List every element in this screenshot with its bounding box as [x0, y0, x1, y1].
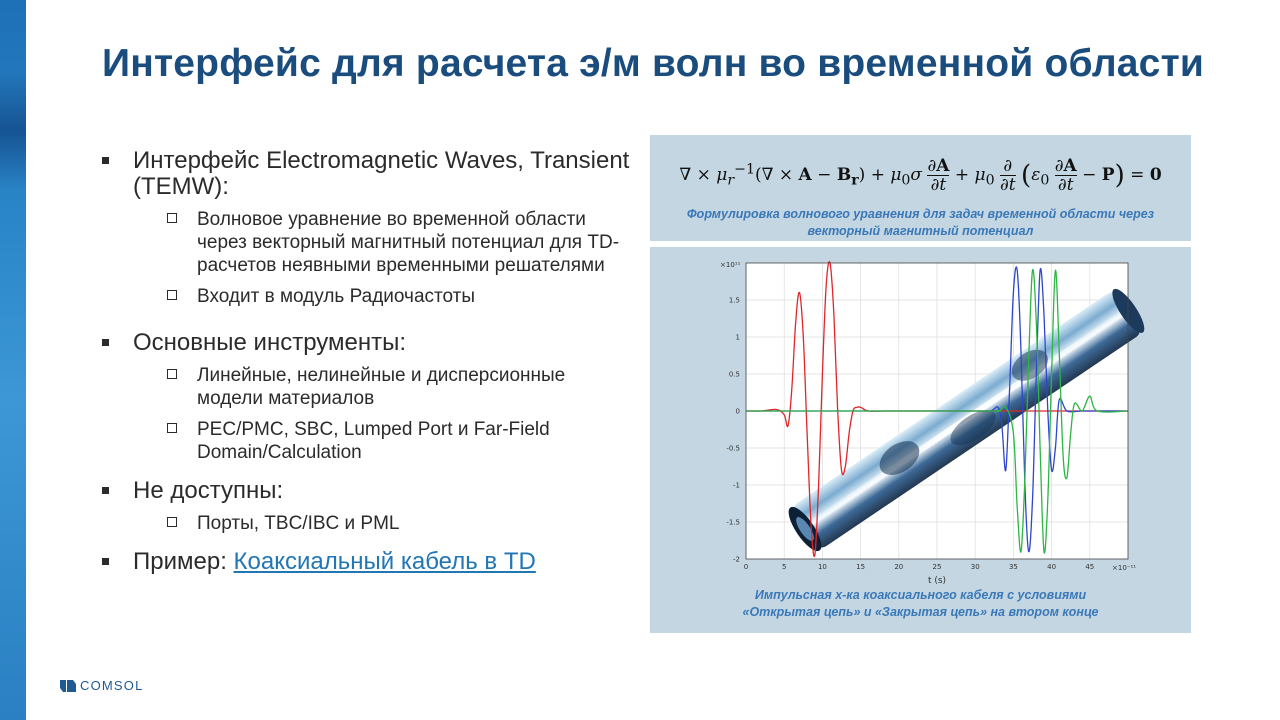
y-multiplier-label: ×10¹¹ [720, 261, 741, 269]
plot-panel [650, 247, 1191, 633]
equation-caption [650, 206, 1191, 240]
x-tick-label: 30 [970, 563, 980, 571]
square-bullet-icon [102, 558, 109, 565]
bullet-unavailable-text: Не доступны: [133, 477, 284, 504]
x-tick-label: 15 [856, 563, 866, 571]
bullet-example-prefix: Пример: [133, 548, 234, 575]
comsol-logo-text: COMSOL [80, 678, 144, 693]
equation-caption-line1: Формулировка волнового уравнения для задач временной области через [686, 207, 1155, 221]
bullet-temw [100, 148, 630, 200]
checkbox-bullet-icon [167, 517, 177, 527]
checkbox-bullet-icon [167, 213, 177, 223]
sub-bullet [100, 285, 630, 308]
y-tick-label: -2 [733, 555, 740, 564]
square-bullet-icon [102, 157, 109, 164]
sub-bullet [100, 512, 630, 535]
comsol-logo [60, 678, 144, 693]
comsol-logo-icon [60, 680, 76, 692]
x-tick-label: 0 [743, 563, 749, 571]
plot-caption-line1: Импульсная х-ка коаксиального кабеля с условиями [754, 588, 1087, 602]
x-tick-label: 35 [1008, 563, 1018, 571]
bullet-temw-text: Интерфейс Electromagnetic Waves, Transient (TEMW): [133, 147, 630, 200]
sub-bullet-text: Линейные, нелинейные и дисперсионные модели материалов [197, 365, 566, 409]
x-tick-label: 25 [932, 563, 942, 571]
x-multiplier-label: ×10⁻¹¹ [1112, 564, 1137, 572]
left-accent-shade [0, 70, 26, 190]
x-tick-label: 40 [1047, 563, 1057, 571]
checkbox-bullet-icon [167, 369, 177, 379]
square-bullet-icon [102, 339, 109, 346]
y-tick-label: -0.5 [726, 444, 740, 453]
sub-bullet-text: Порты, TBC/IBC и PML [197, 513, 400, 534]
square-bullet-icon [102, 487, 109, 494]
plot-caption-line2: «Открытая цепь» и «Закрытая цепь» на втором конце [742, 605, 1099, 619]
sub-bullet-text: PEC/PMC, SBC, Lumped Port и Far-Field Domain/Calculation [197, 419, 550, 463]
plot-caption [650, 587, 1191, 621]
x-axis-label: t (s) [927, 576, 947, 586]
y-tick-label: 0.5 [728, 370, 740, 379]
bullet-tools-text: Основные инструменты: [133, 329, 407, 356]
equation-caption-line2: векторный магнитный потенциал [807, 224, 1034, 238]
equation-panel [650, 135, 1191, 241]
bullet-list [100, 148, 630, 575]
checkbox-bullet-icon [167, 423, 177, 433]
bullet-unavailable [100, 478, 630, 504]
checkbox-bullet-icon [167, 290, 177, 300]
bullet-example [100, 549, 630, 575]
coax-impulse-plot [650, 247, 1191, 633]
slide-title: Интерфейс для расчета э/м волн во временной области [102, 42, 1205, 85]
coax-cable-example-link[interactable]: Коаксиальный кабель в TD [233, 548, 536, 575]
y-tick-label: -1.5 [726, 518, 740, 527]
x-tick-label: 10 [817, 563, 827, 571]
x-tick-label: 45 [1085, 563, 1095, 571]
sub-bullet-text: Входит в модуль Радиочастоты [197, 286, 476, 307]
x-tick-label: 20 [894, 563, 904, 571]
y-tick-label: 1.5 [728, 296, 740, 305]
sub-bullet-text: Волновое уравнение во временной области через векторный магнитный потенциал для TD-расчетов неявными временными решателями [197, 209, 620, 276]
sub-bullet [100, 364, 630, 410]
bullet-tools [100, 330, 630, 356]
wave-equation: ∇ × $\mu_r^{-1}(\nabla \times A - B_r) + \mu_0\sigma$ $\frac{\partial A}{\partial t}$ + $\mu_0$ ∂ ∂t ($\varepsilon_0$ $\frac{\partial A}{\partial t}$ − P) = 0 [679, 156, 1162, 195]
sub-bullet [100, 418, 630, 464]
sub-bullet [100, 208, 630, 277]
y-tick-label: 1 [735, 333, 740, 342]
y-tick-label: 0 [735, 407, 740, 416]
y-tick-label: -1 [733, 481, 740, 490]
x-tick-label: 5 [781, 563, 787, 571]
